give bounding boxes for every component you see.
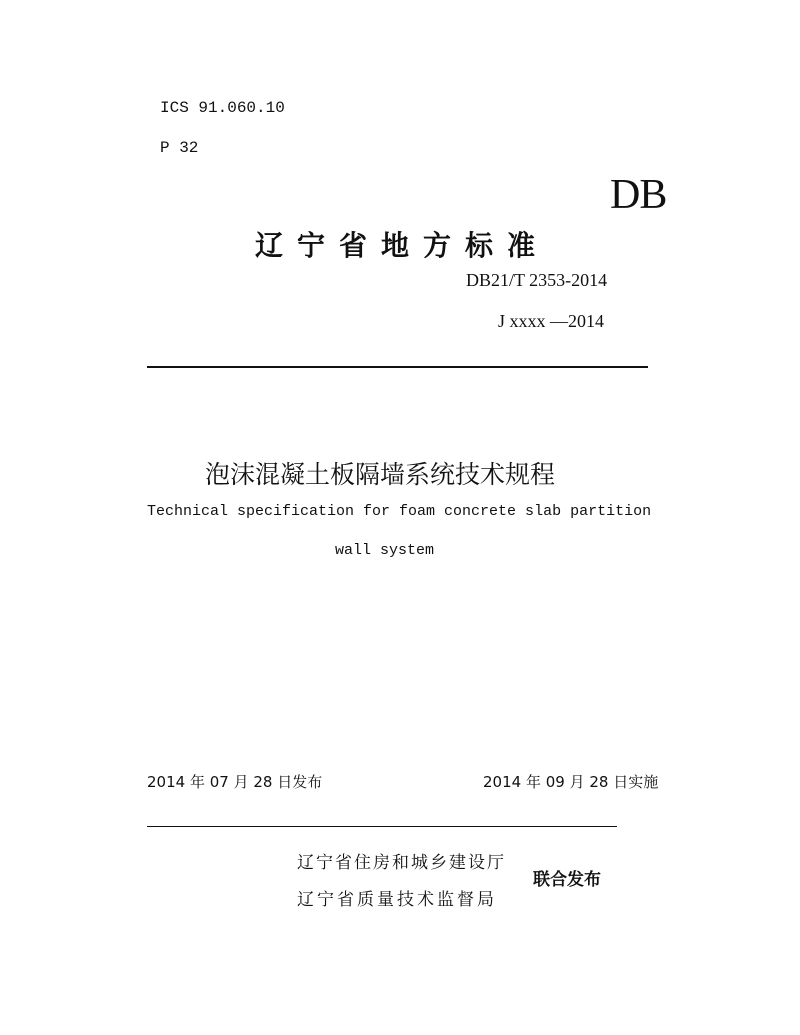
joint-issue-label: 联合发布	[533, 870, 601, 890]
issuer-housing-department: 辽宁省住房和城乡建设厅	[297, 853, 506, 873]
standard-number: DB21/T 2353-2014	[466, 270, 608, 290]
standard-type: 辽宁省地方标准	[255, 229, 550, 262]
title-english-line2: wall system	[335, 542, 435, 559]
title-chinese: 泡沫混凝土板隔墙系统技术规程	[205, 460, 556, 489]
ics-code: ICS 91.060.10	[160, 99, 285, 117]
issuer-quality-bureau: 辽宁省质量技术监督局	[297, 890, 497, 910]
db-mark: DB	[610, 172, 667, 218]
implementation-date: 2014 年 09 月 28 日实施	[483, 773, 659, 791]
top-divider	[147, 366, 648, 368]
bottom-divider	[147, 826, 617, 827]
classification-code: P 32	[160, 139, 199, 157]
record-number: J xxxx —2014	[498, 311, 605, 331]
issue-date: 2014 年 07 月 28 日发布	[147, 773, 323, 791]
title-english-line1: Technical specification for foam concrete slab partition	[147, 503, 652, 520]
